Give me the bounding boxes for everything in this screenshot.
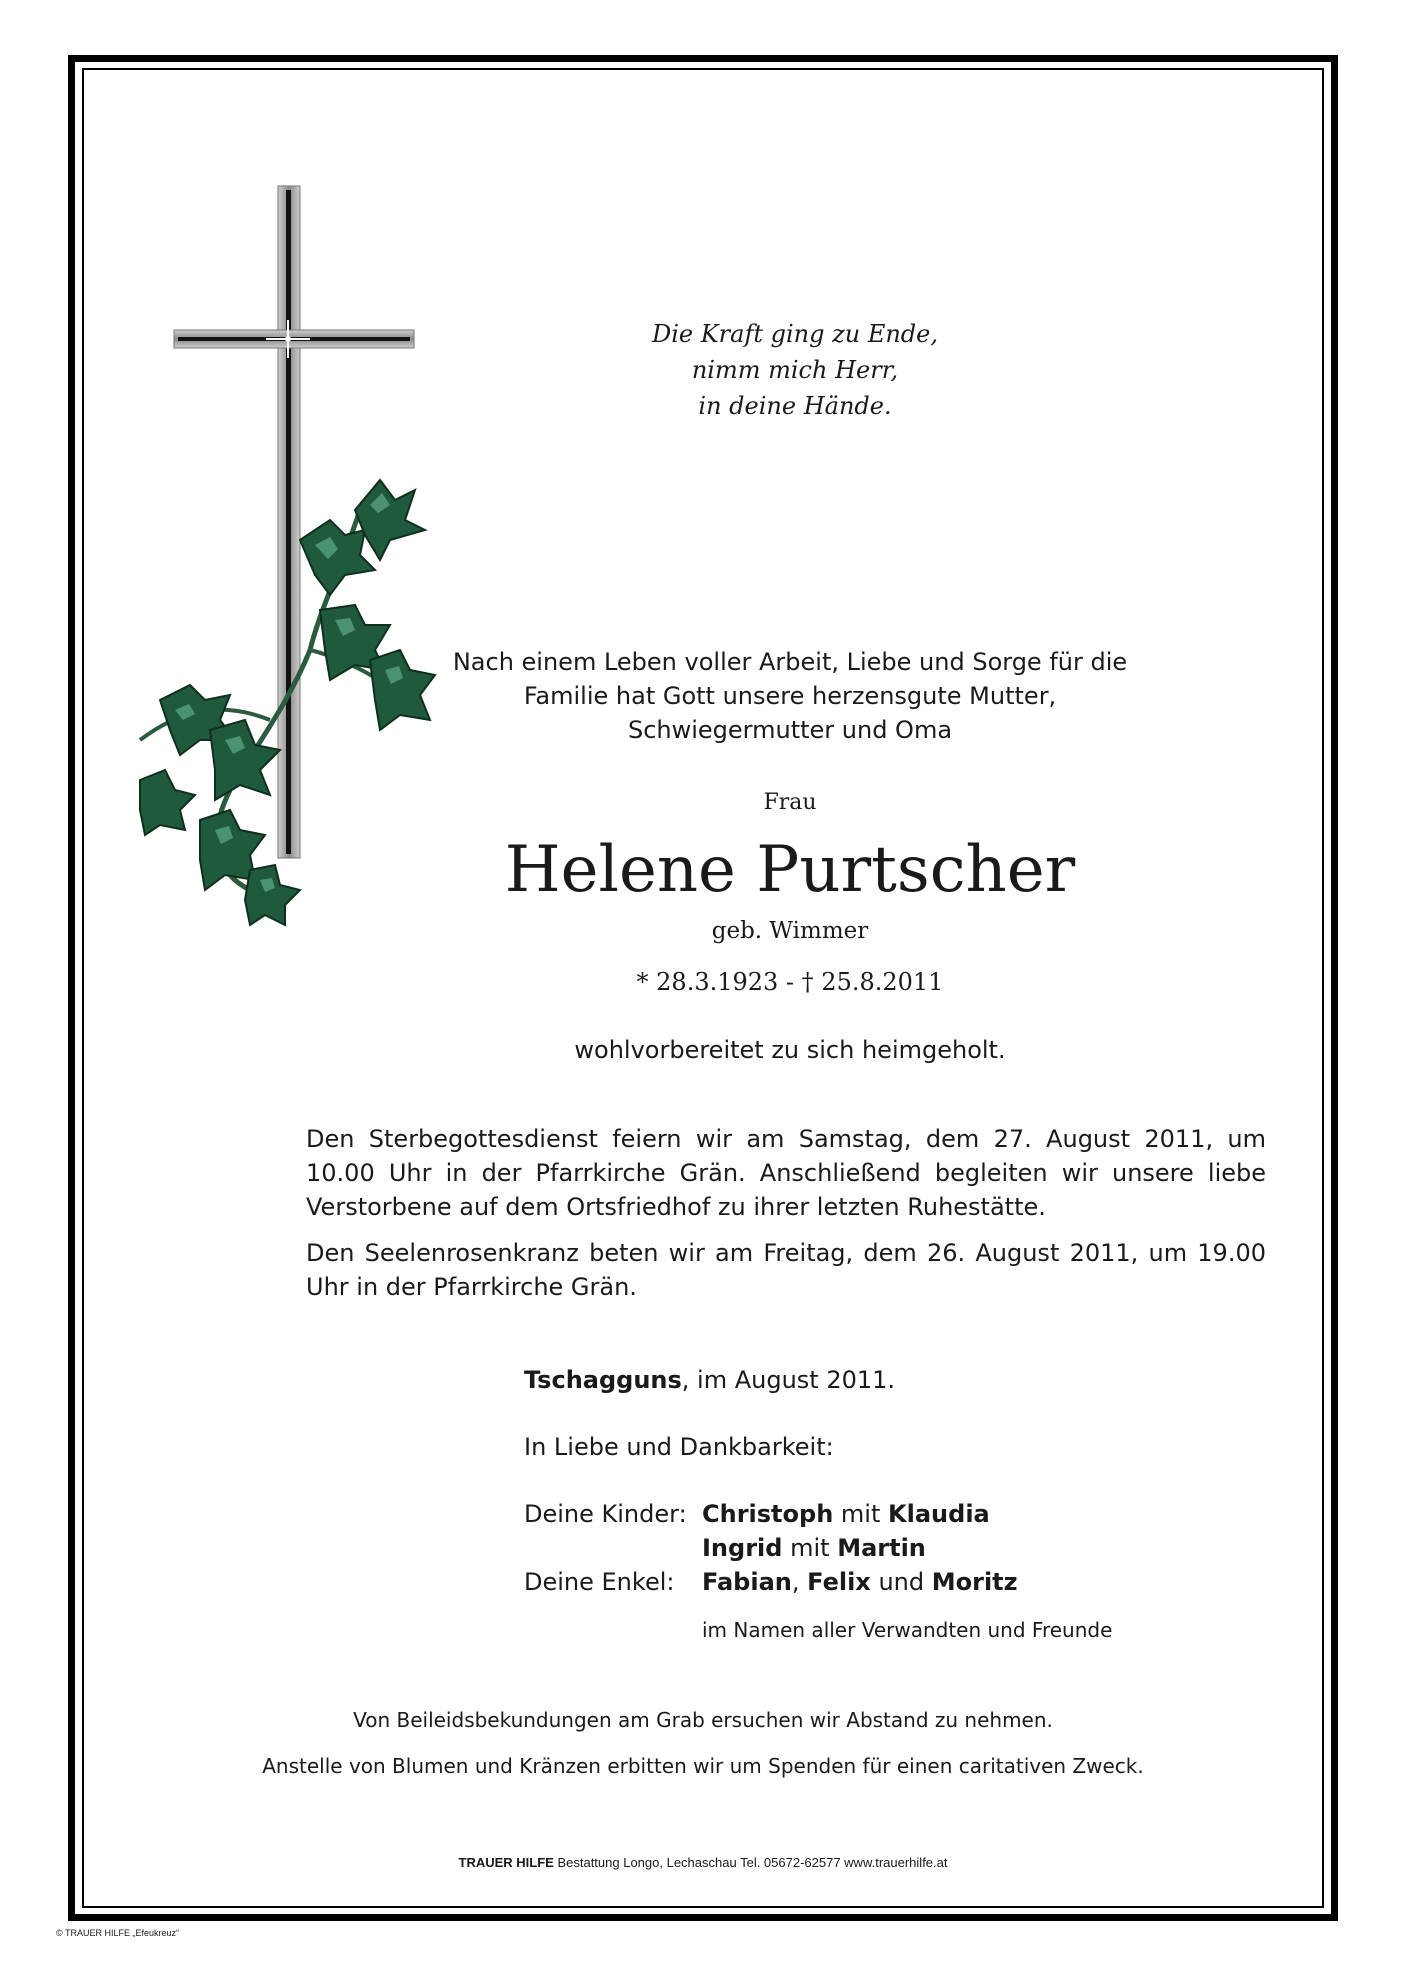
grandchild-name: Fabian bbox=[702, 1568, 792, 1596]
place-date-line bbox=[524, 1366, 895, 1394]
donation-note: Anstelle von Blumen und Kränzen erbitten wir um Spenden für einen caritativen Zweck. bbox=[262, 1754, 1144, 1778]
relatives-line: im Namen aller Verwandten und Freunde bbox=[702, 1618, 1113, 1642]
footer bbox=[160, 1855, 1246, 1870]
grandchild-name: Felix bbox=[807, 1568, 871, 1596]
children-label: Deine Kinder: bbox=[524, 1500, 687, 1528]
love-line: In Liebe und Dankbarkeit: bbox=[524, 1433, 834, 1461]
intro-text bbox=[400, 645, 1180, 747]
intro-line: Schwiegermutter und Oma bbox=[627, 716, 953, 744]
children-row bbox=[524, 1500, 990, 1528]
place-name: Tschagguns bbox=[524, 1366, 682, 1394]
motto-line: nimm mich Herr, bbox=[691, 356, 899, 384]
and-word: und bbox=[878, 1568, 925, 1596]
condolence-note: Von Beileidsbekundungen am Grab ersuchen wir Abstand zu nehmen. bbox=[353, 1708, 1053, 1732]
life-dates: * 28.3.1923 - † 25.8.2011 bbox=[636, 968, 944, 996]
footer-text: Bestattung Longo, Lechaschau Tel. 05672-62577 www.trauerhilfe.at bbox=[553, 1855, 948, 1870]
partner-name: Klaudia bbox=[888, 1500, 990, 1528]
with-word: mit bbox=[840, 1500, 881, 1528]
rosary-paragraph: Den Seelenrosenkranz beten wir am Freitag, dem 26. August 2011, um 19.00 Uhr in der Pfarrkirche Grän. bbox=[306, 1239, 1266, 1301]
intro-line: Nach einem Leben voller Arbeit, Liebe und Sorge für die bbox=[452, 648, 1128, 676]
funeral-paragraph: Den Sterbegottesdienst feiern wir am Samstag, dem 27. August 2011, um 10.00 Uhr in der Pfarrkirche Grän. Anschließend begleiten wir unsere liebe Verstorbene auf dem Ortsfriedhof zu ihrer letzten Ruhestätte. bbox=[306, 1125, 1266, 1221]
date-text: , im August 2011. bbox=[681, 1366, 896, 1394]
motto bbox=[560, 316, 1030, 424]
copyright: © TRAUER HILFE „Efeukreuz“ bbox=[56, 1928, 179, 1938]
birth-name: geb. Wimmer bbox=[711, 918, 869, 944]
deceased-name: Helene Purtscher bbox=[504, 833, 1076, 907]
child-name: Christoph bbox=[702, 1500, 834, 1528]
closing-text: wohlvorbereitet zu sich heimgeholt. bbox=[574, 1036, 1006, 1064]
motto-line: Die Kraft ging zu Ende, bbox=[651, 320, 938, 348]
grandchildren-row bbox=[524, 1568, 1018, 1596]
grandchildren-label: Deine Enkel: bbox=[524, 1568, 675, 1596]
motto-line: in deine Hände. bbox=[698, 392, 892, 420]
grandchild-name: Moritz bbox=[931, 1568, 1018, 1596]
child-name: Ingrid bbox=[702, 1534, 783, 1562]
partner-name: Martin bbox=[837, 1534, 926, 1562]
footer-brand: TRAUER HILFE bbox=[458, 1855, 554, 1870]
deceased-title: Frau bbox=[763, 790, 817, 815]
intro-line: Familie hat Gott unsere herzensgute Mutter, bbox=[523, 682, 1057, 710]
with-word: mit bbox=[790, 1534, 830, 1562]
children-row bbox=[524, 1534, 926, 1562]
comma: , bbox=[791, 1568, 800, 1596]
sparkle-icon bbox=[266, 320, 310, 358]
